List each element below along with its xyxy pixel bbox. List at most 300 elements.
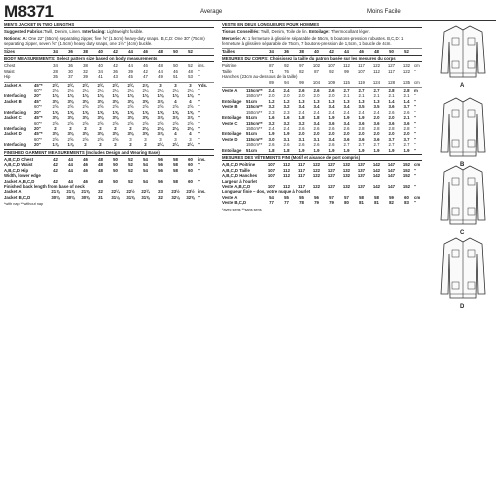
cell: 2⅝ (112, 104, 119, 110)
sizes-values (48, 49, 198, 54)
cell: 1.3 (358, 98, 365, 104)
fabrics-text: Twill, Denim, Toile de lin. (259, 29, 309, 35)
cell: 2⅝ (112, 136, 119, 142)
cell: 92 (284, 63, 289, 69)
cell: 54 (143, 178, 148, 184)
cell: 2⅝ (97, 120, 104, 126)
cell: 50 (173, 63, 178, 69)
row-unit: " (414, 104, 417, 110)
row-unit: " (198, 115, 201, 121)
cell: 2¼ (82, 88, 89, 94)
cell: 107 (267, 183, 276, 189)
cell: 2.0 (283, 93, 290, 99)
cell: 3 (174, 82, 177, 88)
cell: 2⅝ (82, 120, 89, 126)
row-label: Largeur à l'ourlet (222, 178, 257, 184)
cell: 2.0 (343, 131, 350, 137)
sizes-row (222, 48, 422, 54)
cell: 56 (158, 167, 163, 173)
row-unit: " (198, 178, 201, 184)
cell: 1⅞ (67, 142, 74, 148)
row-width: 51cm (246, 115, 257, 121)
cell: 44 (158, 68, 163, 74)
cell: 2.7 (373, 142, 380, 148)
body-measurements-heading: BODY MEASUREMENTS: Select pattern size based on body measurements (4, 55, 214, 62)
row-label: Jacket A (4, 82, 22, 88)
row-width: 60"* (34, 120, 42, 126)
cell: 2.0 (328, 131, 335, 137)
row-unit: " (198, 131, 201, 137)
cell: 2.7 (388, 142, 395, 148)
cell: 36 (113, 68, 118, 74)
cell: 107 (357, 68, 366, 74)
cell: 2 (54, 125, 57, 131)
fabrics-line (222, 29, 422, 34)
cell: 3⅜ (82, 131, 89, 137)
cell: 57 (344, 194, 349, 200)
cell: 107 (267, 173, 276, 179)
cell: 23½ (171, 189, 180, 195)
cell: 82 (389, 200, 394, 206)
cell: 2.0 (298, 93, 305, 99)
cell: 112 (283, 173, 290, 179)
row-unit: cm (414, 79, 420, 85)
cell: 1.9 (283, 131, 290, 137)
cell: 102 (312, 63, 321, 69)
cell: 1.8 (283, 147, 290, 153)
row-width: 45"* (34, 82, 43, 88)
row-unit: " (414, 109, 416, 115)
cell: 132 (402, 63, 411, 69)
row-label: Jacket A,B,C,D (4, 178, 35, 184)
notions-label: Notions: A: (4, 35, 27, 41)
row-values (48, 142, 201, 148)
cell: 50 (113, 167, 118, 173)
cell: 3⅜ (52, 98, 59, 104)
row-unit: " (198, 142, 201, 148)
cell: 2⅝ (157, 104, 164, 110)
cell: 2 (84, 142, 87, 148)
cell: 2.4 (283, 125, 290, 131)
table-row (4, 74, 214, 79)
cell: 21⅝ (81, 189, 90, 195)
cell: 2.1 (403, 93, 410, 99)
row-label: A,B,C,D Chest (4, 156, 34, 162)
cell: 60 (188, 156, 193, 162)
cell: 2⅝ (187, 104, 194, 110)
cell: 51 (173, 74, 178, 80)
body-measurements-heading: MESURES DU CORPS: Choisissez la taille du patron basée sur les mesures du corps (222, 55, 422, 62)
cell: 2.6 (388, 109, 395, 115)
size-cell: 36 (284, 48, 289, 54)
cell: 3.1 (298, 136, 305, 142)
cell: 3.1 (283, 136, 290, 142)
cell: 49 (158, 74, 163, 80)
cell: 44 (68, 156, 73, 162)
cell: 42 (113, 63, 118, 69)
cell: 3.6 (343, 136, 350, 142)
size-cell: 36 (68, 48, 73, 54)
cell: 1.8 (298, 115, 305, 121)
cell: 3.6 (328, 120, 335, 126)
cell: 1.6 (268, 115, 275, 121)
row-label: Hanches (23cm au-dessous de la taille) (222, 74, 298, 80)
cell: 54 (143, 162, 148, 168)
cell: 2¼ (172, 142, 179, 148)
cell: 1.2 (283, 98, 290, 104)
cell: 2¼ (112, 88, 119, 94)
cell: 31⅝ (126, 194, 135, 200)
cell: 2.7 (343, 88, 350, 94)
cell: 147 (387, 173, 396, 179)
cell: 137 (357, 162, 366, 168)
cell: 112 (283, 167, 290, 173)
cell: 1⅝ (127, 109, 134, 115)
cell: 2⅝ (187, 120, 194, 126)
row-label: Jacket B,C,D (4, 194, 31, 200)
row-width: 60"* (34, 136, 42, 142)
section-title: VESTE EN DEUX LONGUEURS POUR HOMMES (222, 22, 422, 28)
cell: 3⅜ (67, 98, 74, 104)
cell: 55 (284, 194, 289, 200)
row-label: Jacket C (4, 115, 22, 121)
cell: 147 (387, 183, 396, 189)
cell: 2.7 (403, 142, 410, 148)
cell: 2.4 (328, 109, 335, 115)
cell: 137 (357, 183, 366, 189)
row-label: Veste A,B,C,D (222, 183, 251, 189)
row-label: A,B,C,D Waist (4, 162, 33, 168)
cell: 112 (373, 68, 380, 74)
cell: 34 (53, 63, 58, 69)
cell: 52 (128, 167, 133, 173)
cell: 1⅝ (112, 109, 119, 115)
cell: 81 (374, 200, 379, 206)
cell: 142 (372, 183, 381, 189)
row-unit: " (414, 136, 417, 142)
cell: 2⅛ (157, 125, 164, 131)
row-unit: " (414, 142, 416, 148)
cell: 2⅝ (157, 120, 164, 126)
garment-illustrations (430, 22, 496, 322)
row-label: Interfacing (4, 125, 26, 131)
cell: 2.1 (373, 93, 380, 99)
cell: 37 (68, 74, 73, 80)
table-row (222, 80, 422, 85)
cell: 89 (269, 79, 274, 85)
cell: 2⅝ (142, 120, 149, 126)
difficulty-fr: Moins Facile (367, 9, 401, 15)
cell: 1.6 (283, 115, 290, 121)
cell: 57 (329, 194, 334, 200)
interfacing-text: Lightweight fusible. (105, 29, 144, 35)
cell: 2.4 (268, 125, 275, 131)
row-width: 51cm (246, 98, 257, 104)
row-values (264, 80, 414, 85)
size-cell: 42 (113, 48, 118, 54)
cell: 3⅞ (172, 115, 179, 121)
cell: 56 (158, 162, 163, 168)
cell: 1.3 (298, 98, 305, 104)
row-unit: " (414, 167, 417, 173)
cell: 80 (344, 200, 349, 206)
cell: 50 (113, 178, 118, 184)
cell: 3⅜ (82, 98, 89, 104)
cell: 3 (129, 136, 132, 142)
cell: 3.4 (343, 104, 350, 110)
cell: 1⅜ (52, 93, 59, 99)
row-values (264, 147, 417, 153)
cell: 4 (189, 131, 192, 137)
cell: 1⅝ (172, 109, 179, 115)
cell: 2¾ (67, 82, 74, 88)
row-label: Entoilage (222, 131, 242, 137)
cell: 2¼ (142, 88, 149, 94)
cell: 48 (158, 63, 163, 69)
cell: 2.6 (298, 88, 305, 94)
cell: 2.6 (313, 125, 320, 131)
cell: 32 (158, 194, 163, 200)
cell: 2 (84, 125, 87, 131)
row-unit: " (198, 167, 201, 173)
cell: 2¼ (127, 88, 134, 94)
cell: 127 (327, 167, 336, 173)
cell: 1.9 (343, 147, 350, 153)
row-label: Veste C (222, 120, 238, 126)
row-label: A,B,C,D Taille (222, 167, 250, 173)
size-cell: 38 (299, 48, 304, 54)
cell: 1⅜ (172, 93, 179, 99)
cell: 78 (299, 200, 304, 206)
row-width: 45"* (34, 115, 43, 121)
cell: 2⅝ (127, 120, 134, 126)
cell: 2¾ (112, 82, 119, 88)
row-label: Interfacing (4, 93, 26, 99)
cell: 2.0 (298, 131, 305, 137)
cell: 147 (387, 162, 396, 168)
cell: 112 (283, 162, 290, 168)
cell: 2.0 (268, 93, 275, 99)
cell: 83 (404, 200, 409, 206)
row-label: Interfacing (4, 109, 26, 115)
cell: 23½ (186, 189, 195, 195)
size-cell: 34 (53, 48, 58, 54)
cell: 1⅝ (142, 109, 149, 115)
fabrics-label: Tissus Conseillés: (222, 29, 260, 35)
cell: 3⅜ (67, 131, 74, 137)
table-row (222, 200, 422, 205)
jacket-b-illustration (438, 94, 488, 164)
cell: 3.6 (373, 120, 380, 126)
row-width: 45" (34, 98, 41, 104)
sizes-label: Tailles (222, 48, 236, 54)
cell: 1.9 (358, 115, 365, 121)
cell: 60 (188, 162, 193, 168)
cell: 128 (387, 79, 396, 85)
cell: 1⅜ (112, 93, 119, 99)
sizes-label: Sizes (4, 48, 15, 54)
footnote: *avec sens **sans sens (222, 207, 262, 212)
cell: 53 (188, 74, 193, 80)
cell: 2⅛ (67, 88, 74, 94)
cell: 104 (312, 79, 321, 85)
cell: 3⅞ (157, 131, 164, 137)
row-unit: " (198, 88, 200, 94)
size-cell: 42 (329, 48, 334, 54)
cell: 1.3 (313, 98, 320, 104)
cell: 2⅛ (52, 88, 59, 94)
row-width: 150cm** (246, 125, 263, 131)
section-title: MEN'S JACKET IN TWO LENGTHS (4, 22, 214, 28)
cell: 2 (99, 125, 102, 131)
cell: 1.9 (328, 115, 335, 121)
row-width: 150cm** (246, 109, 263, 115)
cell: 43 (113, 74, 118, 80)
row-label: Entoilage (222, 98, 242, 104)
cell: 2¼ (187, 88, 194, 94)
cell: 2.4 (373, 109, 380, 115)
cell: 3⅜ (97, 98, 104, 104)
cell: 48 (98, 167, 103, 173)
row-width: 60"* (34, 88, 42, 94)
cell: 79 (329, 200, 334, 206)
cell: 1⅜ (157, 93, 164, 99)
figure-label: C (460, 230, 465, 236)
cell: 127 (327, 173, 336, 179)
cell: 44 (68, 162, 73, 168)
sizes-values (264, 49, 414, 54)
cell: 1.8 (313, 115, 320, 121)
cell: 60 (188, 167, 193, 173)
cell: 132 (342, 183, 351, 189)
row-label: Finished back length from base of neck (4, 183, 85, 189)
cell: 132 (342, 162, 351, 168)
cell: 2.3 (283, 109, 290, 115)
cell: 2.6 (313, 142, 320, 148)
cell: 54 (143, 167, 148, 173)
cell: 2⅛ (187, 125, 194, 131)
row-width: 150cm** (246, 93, 263, 99)
cell: 3⅜ (112, 98, 119, 104)
cell: 3 (144, 136, 147, 142)
cell: 2.0 (373, 115, 380, 121)
cell: 137 (357, 173, 366, 179)
size-cell: 38 (83, 48, 88, 54)
row-width: 20" (34, 125, 41, 131)
cell: 3.2 (268, 120, 275, 126)
cell: 1.9 (358, 147, 365, 153)
cell: 142 (372, 162, 381, 168)
row-unit: " (414, 173, 417, 179)
figure-label: B (460, 162, 465, 168)
cell: 54 (269, 194, 274, 200)
cell: 2 (129, 142, 132, 148)
cell: 32⅝ (186, 194, 195, 200)
table-row (4, 142, 214, 147)
row-unit: " (198, 125, 201, 131)
cell: 3⅜ (82, 115, 89, 121)
cell: 30 (68, 68, 73, 74)
interfacing-text: Thermocollant léger. (329, 29, 370, 35)
size-cell: 50 (173, 48, 178, 54)
row-unit: " (198, 98, 201, 104)
cell: 36 (68, 63, 73, 69)
row-width: 20" (34, 93, 41, 99)
cell: 2.8 (358, 125, 365, 131)
size-cell: 52 (188, 48, 193, 54)
row-unit: " (414, 200, 417, 206)
notions-text: 1 fermeture à glissière séparable de 55cm, 5 boutons-pression robustes. B,C,D: 1 fermeture à glissière séparable de 75cm, 7 boutons-pression de 1,5cm, 1 boucle de 4cm. (222, 35, 404, 47)
cell: 2.6 (328, 142, 335, 148)
size-cell: 52 (404, 48, 409, 54)
cell: 107 (267, 162, 276, 168)
cell: 52 (128, 162, 133, 168)
cell: 23 (158, 189, 163, 195)
cell: 2.8 (373, 125, 380, 131)
size-cell: 48 (158, 48, 163, 54)
cell: 87 (269, 63, 274, 69)
finished-measurements-heading: FINISHED GARMENT MEASUREMENTS (Includes Design and Wearing Ease) (4, 149, 214, 156)
row-unit: " (414, 131, 417, 137)
cell: 1⅝ (82, 109, 89, 115)
cell: 2¼ (157, 88, 164, 94)
cell: 3 (189, 136, 192, 142)
row-unit: " (414, 93, 416, 99)
cell: 2.4 (343, 109, 350, 115)
cell: 107 (267, 167, 276, 173)
cell: 22½ (126, 189, 135, 195)
row-unit: " (198, 68, 200, 74)
cell: 122 (312, 183, 321, 189)
jacket-a-illustration (438, 22, 488, 85)
row-width: 115cm** (246, 104, 263, 110)
cell: 1.9 (373, 147, 380, 153)
cell: 46 (83, 156, 88, 162)
cell: 3.6 (358, 136, 365, 142)
cell: 2⅝ (112, 120, 119, 126)
cell: 2¼ (157, 142, 164, 148)
cell: 21⅞ (66, 189, 75, 195)
row-label: Width, lower edge (4, 173, 41, 179)
cell: 127 (327, 162, 336, 168)
cell: 2.1 (403, 115, 410, 121)
cell: 45 (128, 74, 133, 80)
figure-label: D (460, 304, 465, 310)
cell: 1⅜ (67, 93, 74, 99)
cell: 2.4 (298, 109, 305, 115)
cell: 60 (188, 178, 193, 184)
cell: 112 (343, 63, 350, 69)
row-width: 115cm** (246, 120, 263, 126)
row-label: Hip (4, 74, 11, 80)
cell: 3.4 (328, 104, 335, 110)
cell: 42 (53, 162, 58, 168)
cell: 109 (327, 79, 336, 85)
notions-line (4, 36, 214, 47)
cell: 22 (98, 189, 103, 195)
cell: 2.6 (268, 142, 275, 148)
size-cell: 46 (359, 48, 364, 54)
cell: 3⅜ (67, 115, 74, 121)
cell: 3⅜ (127, 131, 134, 137)
row-label: Chest (4, 63, 16, 69)
row-unit: ins. (198, 156, 206, 162)
cell: 58 (173, 167, 178, 173)
cell: 38 (83, 63, 88, 69)
cell: 3⅜ (127, 98, 134, 104)
cell: 2⅝ (67, 136, 74, 142)
cell: 3 (159, 82, 162, 88)
